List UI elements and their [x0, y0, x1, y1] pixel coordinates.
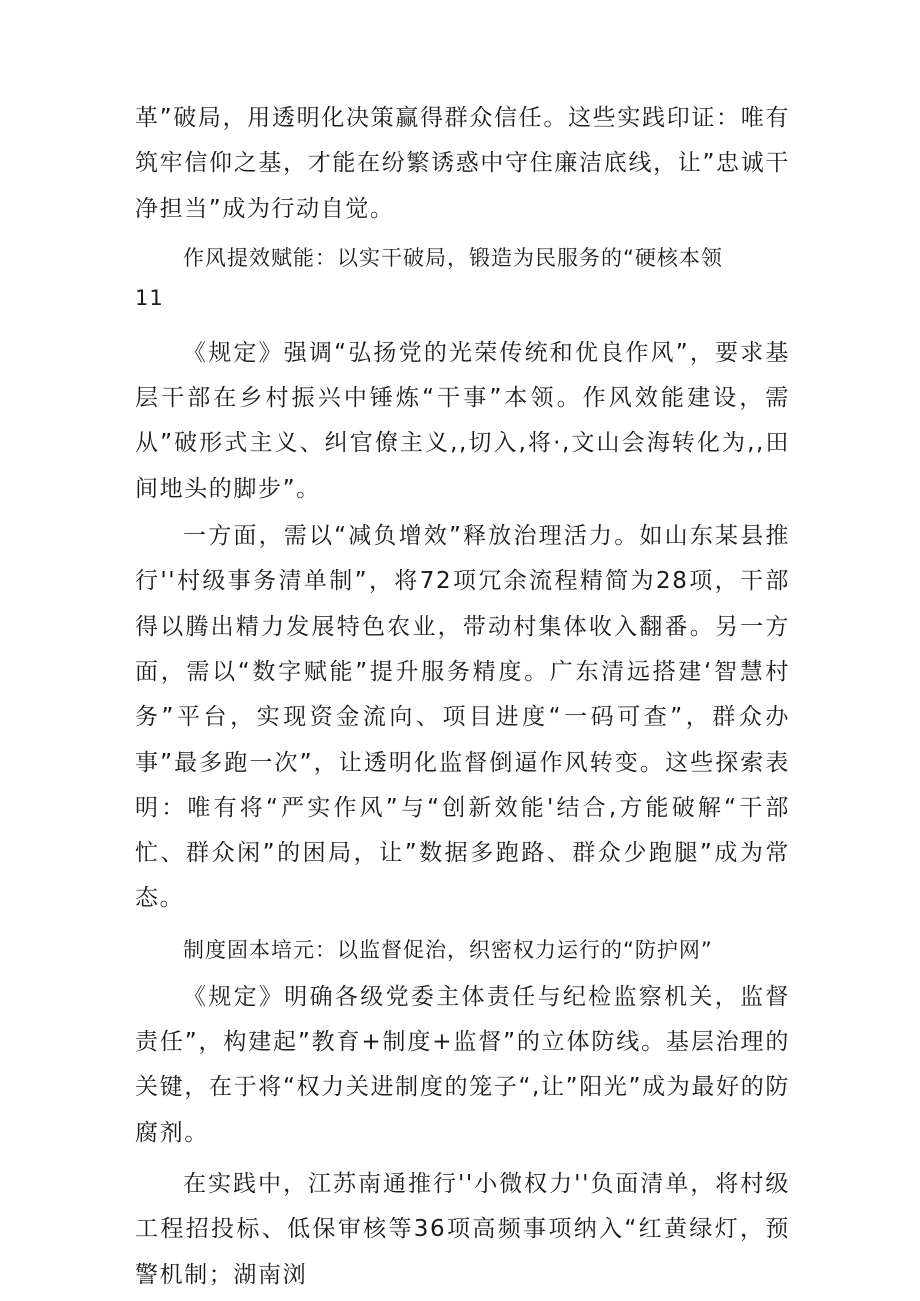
heading-suffix: 11: [135, 285, 164, 310]
heading-text: 作风提效赋能：以实干破局，锻造为民服务的“硬核本领: [183, 245, 723, 270]
section-heading-system: 制度固本培元：以监督促治，织密权力运行的“防护网”: [183, 937, 713, 962]
paragraph-2: 《规定》强调“弘扬党的光荣传统和优良作风”，要求基层干部在乡村振兴中锤炼“干事”本领。作风效能建设，需从”破形式主义、纠官僚主义,,切入,将·,文山会海转化为,,田间地头的脚步”。: [135, 339, 790, 502]
paragraph-5: 在实践中，江苏南通推行''小微权力''负面清单，将村级工程招投标、低保审核等36项高频事项纳入“红黄绿灯，预警机制；湖南浏: [135, 1170, 790, 1288]
paragraph-3: 一方面，需以“减负增效”释放治理活力。如山东某县推行''村级事务清单制”，将72项冗余流程精简为28项，干部得以腾出精力发展特色农业，带动村集体收入翻番。另一方面，需以“数字赋能”提升服务精度。广东清远搭建‘智慧村务”平台，实现资金流向、项目进度“一码可查”，群众办事”最多跑一次”，让透明化监督倒逼作风转变。这些探索表明：唯有将“严实作风”与“创新效能'结合,方能破解“干部忙、群众闲”的困局，让”数据多跑路、群众少跑腿”成为常态。: [135, 523, 790, 912]
paragraph-1: 革”破局，用透明化决策赢得群众信任。这些实践印证：唯有筑牢信仰之基，才能在纷繁诱惑中守住廉洁底线，让”忠诚干净担当”成为行动自觉。: [135, 105, 790, 222]
section-heading-work-style: [135, 236, 790, 315]
paragraph-4: 《规定》明确各级党委主体责任与纪检监察机关，监督责任”，构建起”教育+制度+监督”的立体防线。基层治理的关键，在于将“权力关进制度的笼子“,让”阳光”成为最好的防腐剂。: [135, 983, 790, 1146]
